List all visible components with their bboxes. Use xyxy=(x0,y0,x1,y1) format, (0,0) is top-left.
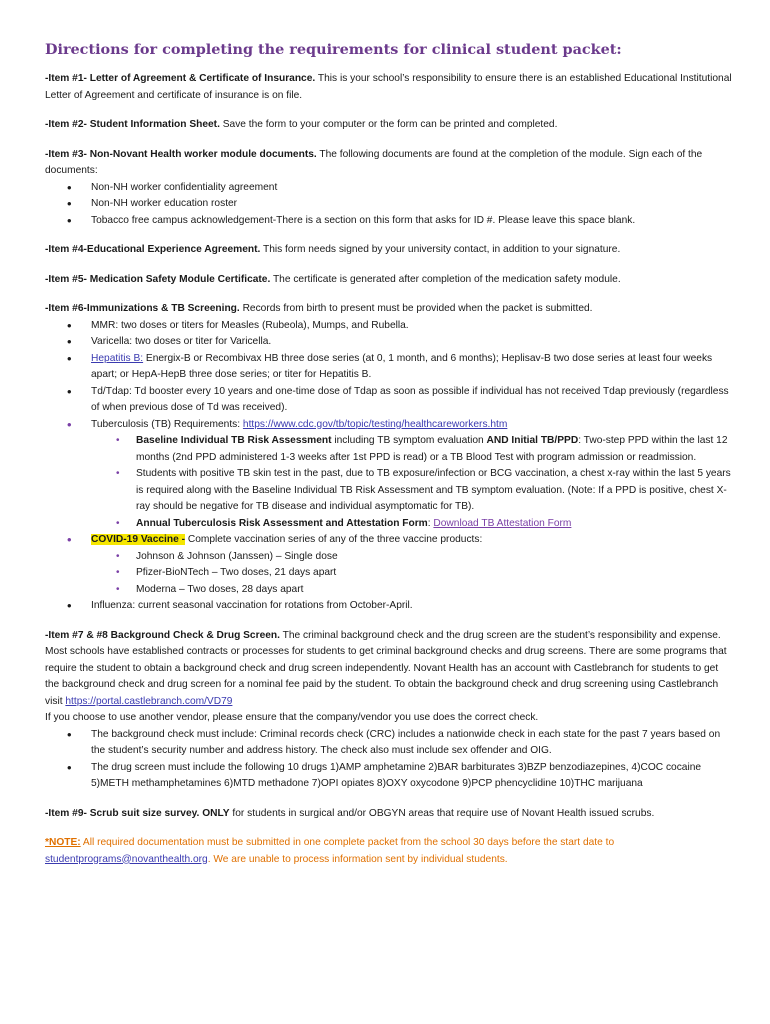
item-1 xyxy=(45,71,735,104)
document-content xyxy=(45,40,735,881)
bullet-icon: • xyxy=(67,759,72,775)
list-item: • Non-NH worker confidentiality agreement xyxy=(67,179,278,195)
student-programs-email-link[interactable]: studentprograms@novanthealth.org xyxy=(45,853,208,865)
list-item: • Tobacco free campus acknowledgement-There is a section on this form that asks for ID #. Please leave this space blank. xyxy=(67,212,636,228)
list-item: • The drug screen must include the following 10 drugs 1)AMP amphetamine 2)BAR barbiturates 3)BZP benzodiazepines, 4)COC cocaine 5)METH methamphetamines 6)MTD methadone 7)OPI opiates 8)OXY oxycodone 9)PCP phencyclidine 10)THC marijuana xyxy=(67,759,702,789)
item-6-label: -Item #6-Immunizations & TB Screening. xyxy=(45,303,240,314)
bullet-icon: • xyxy=(67,383,72,399)
item-2-label: -Item #2- Student Information Sheet. xyxy=(45,119,220,130)
item-6 xyxy=(45,301,735,615)
bullet-icon: • xyxy=(116,583,120,595)
item-9-label: -Item #9- Scrub suit size survey. xyxy=(45,807,200,819)
bullet-icon: • xyxy=(67,196,72,211)
list-item: • The background check must include: Criminal records check (CRC) includes a nationwide check in each state for the past 7 years based on the student’s security number and address history. The check also must include sex offender and OIG. xyxy=(67,726,721,756)
list-item-hepatitis-b: • Hepatitis B: Energix-B or Recombivax HB three dose series (at 0, 1 month, and 6 months); Heplisav-B two dose series at least four weeks apart; or HepA-HepB three dose series; or titer for Hepatitis B. xyxy=(67,350,713,380)
bullet-icon: • xyxy=(67,598,72,613)
item-5-text: The certificate is generated after completion of the medication safety module. xyxy=(270,273,621,285)
item-9: -Item #9- Scrub suit size survey. ONLY for students in surgical and/or OBGYN areas that require use of Novant Health issued scrubs. xyxy=(45,807,655,819)
bullet-icon: • xyxy=(67,334,72,349)
list-item-varicella: • Varicella: two doses or titer for Varicella. xyxy=(67,334,272,349)
covid-sublist xyxy=(45,549,735,599)
bullet-icon: • xyxy=(116,435,120,446)
item-5 xyxy=(45,272,735,289)
bullet-icon: • xyxy=(67,350,72,366)
bullet-icon: • xyxy=(67,416,72,432)
item-7-8-list xyxy=(45,727,735,793)
item-2 xyxy=(45,117,735,134)
bullet-icon: • xyxy=(67,317,72,333)
covid-highlight-label: COVID-19 Vaccine - xyxy=(91,534,185,545)
item-6-text: Records from birth to present must be provided when the packet is submitted. xyxy=(239,303,593,314)
item-1-text: This is your school’s responsibility to ensure there is an established Educational Institutional Letter of Agreement and certificate of insurance is on file. xyxy=(45,73,732,101)
tb-attestation-download-link[interactable]: Download TB Attestation Form xyxy=(433,517,572,529)
item-3-text: The following documents are found at the completion of the module. Sign each of the documents: xyxy=(45,148,703,176)
item-1-label: -Item #1- Letter of Agreement & Certificate of Insurance. xyxy=(45,73,316,84)
bullet-icon: • xyxy=(67,179,72,195)
list-item: • Non-NH worker education roster xyxy=(67,196,238,211)
bullet-icon: • xyxy=(67,212,72,228)
item-4-text: This form needs signed by your university contact, in addition to your signature. xyxy=(260,244,621,255)
bullet-icon: • xyxy=(116,517,120,529)
note-label: *NOTE: xyxy=(45,837,81,848)
item-6-list xyxy=(45,318,735,615)
item-7-8-label: -Item #7 & #8 Background Check & Drug Screen. xyxy=(45,629,280,641)
bullet-icon: • xyxy=(116,567,120,578)
note: *NOTE: All required documentation must be submitted in one complete packet from the school 30 days before the start date to studentprograms@novanthealth.org. We are unable to process information sent by individual students. xyxy=(45,837,615,865)
list-item-mmr: • MMR: two doses or titers for Measles (Rubeola), Mumps, and Rubella. xyxy=(67,317,409,333)
castlebranch-link[interactable]: https://portal.castlebranch.com/VD79 xyxy=(65,695,233,707)
item-3-label: -Item #3- Non-Novant Health worker module documents. xyxy=(45,148,317,160)
list-item: • Moderna – Two doses, 28 days apart xyxy=(45,582,735,599)
list-item: • Students with positive TB skin test in the past, due to TB exposure/infection or BCG vaccination, a chest x-ray within the last 5 years is required along with the Baseline Individual TB Risk Assessment and TB symptom evaluation. (Note: If a PPD is positive, chest X-ray should be negative for TB disease and individual asymptomatic for TB). xyxy=(116,468,731,512)
bullet-icon: • xyxy=(67,726,72,742)
item-4 xyxy=(45,242,735,259)
list-item: • Johnson & Johnson (Janssen) – Single dose xyxy=(45,549,735,566)
hepatitis-b-link[interactable]: Hepatitis B: xyxy=(91,352,144,364)
tb-sublist xyxy=(45,433,735,532)
list-item-covid: • COVID-19 Vaccine - Complete vaccination series of any of the three vaccine products: • Johnson & Johnson (Janssen) – Single dose • Pfizer-BioNTech – Two doses, 21 days apart • Moderna – Two doses, 28 days apart xyxy=(45,532,735,598)
list-item: • Pfizer-BioNTech – Two doses, 21 days apart xyxy=(45,565,735,582)
item-3-list xyxy=(45,180,735,230)
item-7-8: -Item #7 & #8 Background Check & Drug Screen. The criminal background check and the drug screen are the student’s responsibility and expense. Most schools have established contracts or processes for students to get criminal background checks and drug screens. There are some programs that require the student to obtain a background check and drug screen independently. Novant Health has an account with Castlebranch for students to get the background check and drug screen for a nominal fee paid by the student. To obtain the background check and drug screening using Castlebranch visit https://portal.castlebranch.com/VD79 If you choose to use another vendor, please ensure that the company/vendor you use does the correct check. • The background check must include: Criminal records check (CRC) includes a nationwide check in each state for the past 7 years based on the student’s security number and address history. The check also must include sex offender and OIG. • The drug screen must include the following 10 drugs 1)AMP amphetamine 2)BAR barbiturates 3)BZP benzodiazepines, 4)COC cocaine 5)METH methamphetamines 6)MTD methadone 7)OPI opiates 8)OXY oxycodone 9)PCP phencyclidine 10)THC marijuana xyxy=(45,628,735,793)
list-item-influenza: • Influenza: current seasonal vaccination for rotations from October-April. xyxy=(67,598,413,613)
list-item-tdap: • Td/Tdap: Td booster every 10 years and one-time dose of Tdap as soon as possible if individual has not received Tdap previously (regardless of when previous dose of Td was received). xyxy=(67,383,729,413)
item-5-label: -Item #5- Medication Safety Module Certificate. xyxy=(45,273,271,285)
cdc-tb-link[interactable]: https://www.cdc.gov/tb/topic/testing/healthcareworkers.htm xyxy=(242,418,508,430)
page-title: Directions for completing the requirements for clinical student packet: xyxy=(45,41,622,58)
item-3 xyxy=(45,147,735,230)
item-4-label: -Item #4-Educational Experience Agreement. xyxy=(45,244,261,255)
bullet-icon: • xyxy=(116,550,120,562)
list-item: • Annual Tuberculosis Risk Assessment and Attestation Form: Download TB Attestation Form xyxy=(45,516,735,533)
item-2-text: Save the form to your computer or the form can be printed and completed. xyxy=(219,119,558,130)
list-item: • Baseline Individual TB Risk Assessment including TB symptom evaluation AND Initial TB/PPD: Two-step PPD within the last 12 months (2nd PPD administered 1-3 weeks after 1st PPD is read) or a TB Blood Test with program admission or readmission. xyxy=(116,435,728,463)
bullet-icon: • xyxy=(116,468,120,479)
list-item-tb: • Tuberculosis (TB) Requirements: https://www.cdc.gov/tb/topic/testing/healthcareworkers.htm • Baseline Individual TB Risk Assessment including TB symptom evaluation AND Initial TB/PPD: Two-step PPD within the last 12 months (2nd PPD administered 1-3 weeks after 1st PPD is read) or a TB Blood Test with program admission or readmission. • Students with positive TB skin test in the past, due to TB exposure/infection or BCG vaccination, a chest x-ray within the last 5 years is required along with the Baseline Individual TB Risk Assessment and TB symptom evaluation. (Note: If a PPD is positive, chest X-ray should be negative for TB disease and individual asymptomatic for TB). • Annual Tuberculosis Risk Assessment and Attestation Form: Download TB Attestation Form xyxy=(45,417,735,533)
item-7-8-vendor-note: If you choose to use another vendor, please ensure that the company/vendor you use does the correct check. xyxy=(45,712,539,723)
bullet-icon: • xyxy=(67,532,72,547)
